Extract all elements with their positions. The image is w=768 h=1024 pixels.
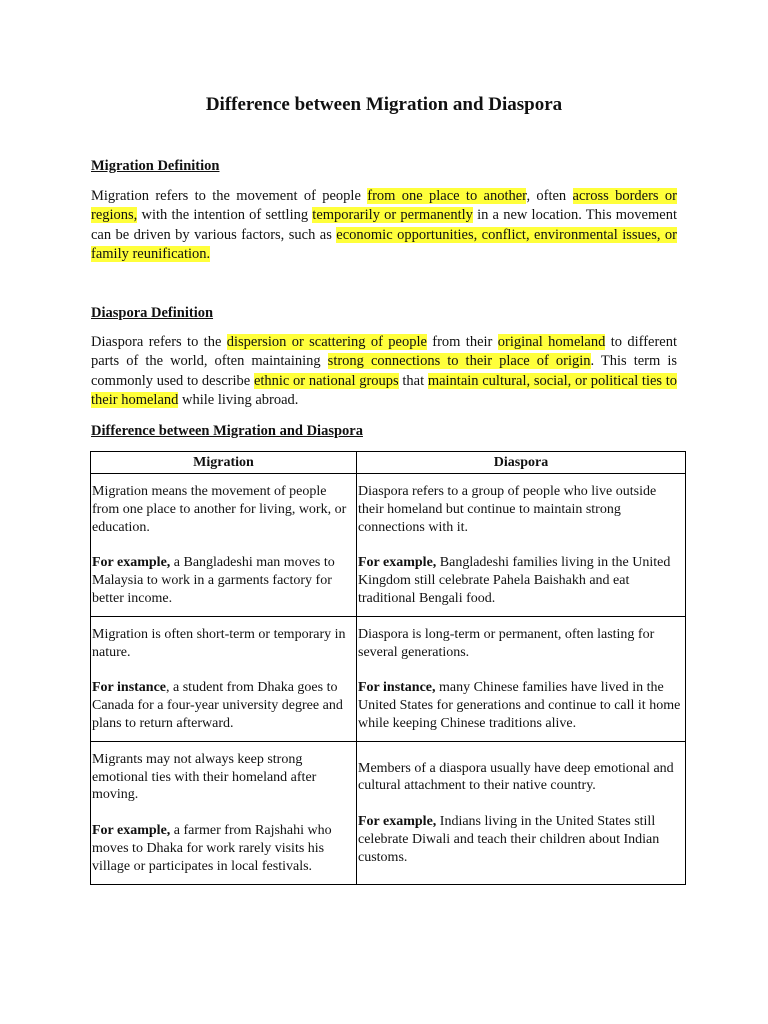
cell-description: Migration is often short-term or temporary in nature.	[92, 626, 346, 660]
cell-example	[358, 554, 684, 607]
example-label: For example,	[92, 555, 171, 571]
table-header-row	[91, 452, 686, 474]
cell-example	[358, 679, 684, 732]
body-text: that	[398, 372, 428, 389]
diaspora-cell	[357, 741, 686, 884]
comparison-table	[90, 451, 686, 885]
cell-example	[92, 822, 355, 875]
example-label: For example,	[358, 555, 437, 571]
cell-description: Diaspora is long-term or permanent, often lasting for several generations.	[358, 626, 655, 660]
column-header-migration: Migration	[91, 452, 357, 474]
highlighted-text: temporarily or permanently	[312, 207, 473, 224]
cell-description: Migration means the movement of people from one place to another for living, work, or education.	[92, 484, 347, 535]
cell-example	[358, 813, 684, 866]
highlighted-text: strong connections to their place of origin	[327, 353, 591, 370]
example-text: a Bangladeshi man moves to Malaysia to work in a garments factory for better income.	[92, 555, 335, 606]
body-text: while living abroad.	[178, 392, 299, 409]
cell-example	[92, 554, 355, 607]
body-text: , often	[526, 188, 573, 204]
highlighted-text: from one place to another	[367, 188, 527, 204]
table-row	[91, 616, 686, 741]
migration-cell	[91, 616, 357, 741]
difference-heading: Difference between Migration and Diaspora	[91, 423, 363, 439]
diaspora-cell	[357, 474, 686, 617]
body-text: in a new location. This movement can be driven by various factors, such as	[91, 207, 677, 243]
highlighted-text: dispersion or scattering of people	[226, 334, 427, 350]
diaspora-definition-heading: Diaspora Definition	[91, 305, 214, 321]
highlighted-text: ethnic or national groups	[253, 372, 399, 389]
example-label: For instance,	[358, 680, 436, 696]
page-title: Difference between Migration and Diaspora	[205, 94, 563, 115]
migration-definition-paragraph	[91, 187, 677, 265]
highlighted-text: original homeland	[497, 334, 606, 350]
example-label: For instance	[92, 680, 167, 696]
body-text: . This term is commonly used to describe	[91, 353, 677, 389]
table-row	[91, 474, 686, 617]
table-row	[91, 741, 686, 884]
example-label: For example,	[92, 823, 171, 839]
highlighted-text: across borders or regions,	[91, 188, 677, 224]
highlighted-text: economic opportunities, conflict, environmental issues, or family reunification.	[91, 226, 677, 263]
example-text: a farmer from Rajshahi who moves to Dhaka for work rarely visits his village or participates in local festivals.	[92, 823, 332, 874]
example-text: Bangladeshi families living in the United Kingdom still celebrate Pahela Baishakh and eat traditional Bengali food.	[358, 555, 671, 606]
body-text: from their	[426, 334, 498, 350]
cell-description: Members of a diaspora usually have deep emotional and cultural attachment to their native country.	[358, 760, 674, 794]
diaspora-definition-paragraph	[91, 333, 677, 411]
migration-cell	[91, 741, 357, 884]
example-text: , a student from Dhaka goes to Canada for a four-year university degree and plans to return afterward.	[92, 680, 343, 731]
body-text: Migration refers to the movement of people	[91, 188, 368, 204]
column-header-diaspora: Diaspora	[357, 452, 686, 474]
migration-definition-heading: Migration Definition	[91, 158, 220, 174]
cell-description: Migrants may not always keep strong emotional ties with their homeland after moving.	[92, 751, 317, 803]
body-text: with the intention of settling	[137, 207, 313, 224]
body-text: to different parts of the world, often maintaining	[91, 334, 678, 370]
cell-example	[92, 679, 355, 732]
highlighted-text: maintain cultural, social, or political ties to their homeland	[91, 372, 678, 409]
diaspora-cell	[357, 616, 686, 741]
example-text: Indians living in the United States still celebrate Diwali and teach their children about Indian customs.	[358, 814, 660, 865]
migration-cell	[91, 474, 357, 617]
example-text: many Chinese families have lived in the United States for generations and continue to call it home while keeping Chinese traditions alive.	[358, 680, 681, 731]
example-label: For example,	[358, 814, 437, 830]
body-text: Diaspora refers to the	[91, 334, 227, 350]
cell-description: Diaspora refers to a group of people who live outside their homeland but continue to maintain strong connections with it.	[358, 484, 657, 535]
